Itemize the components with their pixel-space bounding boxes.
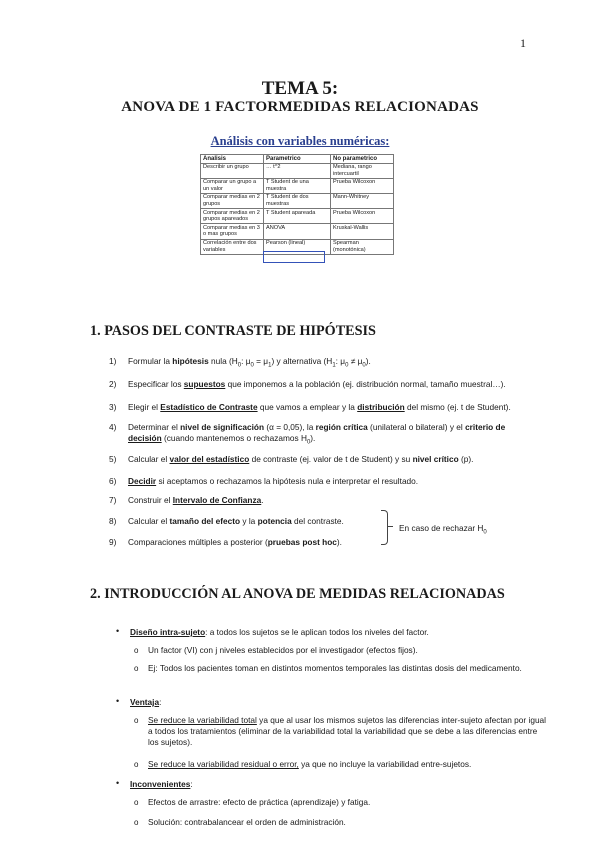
right-brace: [381, 510, 388, 545]
circle-bullet-icon: o: [134, 716, 139, 725]
analysis-table-figure: [200, 134, 394, 264]
table-cell: Comparar medias en 3 o mas grupos: [201, 224, 264, 239]
table-cell: T Student de una muestra: [264, 178, 331, 193]
page-subtitle: ANOVA DE 1 FACTORMEDIDAS RELACIONADAS: [121, 99, 479, 115]
table-cell: T Student de dos muestras: [264, 193, 331, 208]
step-number: 6): [109, 476, 117, 486]
step-text: Construir el Intervalo de Confianza.: [128, 495, 264, 505]
table-cell: Mediana, rango intercuartil: [331, 163, 394, 178]
bullet-advantage: Ventaja:: [130, 697, 162, 707]
circle-bullet-icon: o: [134, 760, 139, 769]
table-row: [201, 193, 394, 208]
table-cell: Describir un grupo: [201, 163, 264, 178]
circle-bullet-icon: o: [134, 818, 139, 827]
table-row: [201, 224, 394, 239]
section-1-heading: 1. PASOS DEL CONTRASTE DE HIPÓTESIS: [90, 323, 376, 339]
step-text: Determinar el nivel de significación (α = 0,05), la región crítica (unilateral o bilateral) y el criterio de decisión (cuando mantenemos o rechazamos $H_0$).: [128, 422, 506, 446]
table-cell: Comparar medias en 2 grupos apareados: [201, 209, 264, 224]
step-text: Calcular el valor del estadístico de contraste (ej. valor de t de Student) y su nivel crítico (p).: [128, 454, 474, 464]
circle-bullet-icon: o: [134, 664, 139, 673]
sub-bullet-example: Ej: Todos los pacientes toman en distintos momentos temporales las distintas dosis del medicamento.: [148, 663, 522, 673]
table-header: No parametrico: [331, 155, 394, 164]
sub-bullet-carryover: Efectos de arrastre: efecto de práctica (aprendizaje) y fatiga.: [148, 797, 371, 807]
page-number: 1: [520, 36, 526, 50]
bullet-icon: •: [116, 696, 120, 706]
table-cell: Spearman (monotónica): [331, 239, 394, 254]
step-text: Comparaciones múltiples a posterior (pruebas post hoc).: [128, 537, 342, 547]
page-title: TEMA 5:: [261, 78, 339, 99]
table-cell: Correlación entre dos variables: [201, 239, 264, 254]
step-number: 3): [109, 402, 117, 412]
bullet-disadvantages: Inconvenientes:: [130, 779, 193, 789]
section-2-heading: 2. INTRODUCCIÓN AL ANOVA DE MEDIDAS RELACIONADAS: [90, 586, 505, 602]
table-cell: Prueba Wilcoxon: [331, 178, 394, 193]
right-brace-tip: [387, 526, 393, 527]
circle-bullet-icon: o: [134, 798, 139, 807]
table-row: [201, 209, 394, 224]
table-cell: Prueba Wilcoxon: [331, 209, 394, 224]
brace-note: En caso de rechazar $H_0$: [399, 523, 487, 536]
table-row: [201, 163, 394, 178]
table-row: [201, 178, 394, 193]
bullet-icon: •: [116, 626, 120, 636]
bullet-icon: •: [116, 778, 120, 788]
circle-bullet-icon: o: [134, 646, 139, 655]
step-number: 5): [109, 454, 117, 464]
table-title: Análisis con variables numéricas:: [210, 134, 390, 148]
step-number: 9): [109, 537, 117, 547]
sub-bullet-total-variability: Se reduce la variabilidad total ya que al usar los mismos sujetos las diferencias inter-sujeto afectan por igual a todos los tratamientos (eliminar de la variabilidad total la variabilidad que se debe a las diferencias entre los sujetos).: [148, 715, 547, 747]
table-cell: … t^2: [264, 163, 331, 178]
table-cell: Comparar medias en 2 grupos: [201, 193, 264, 208]
step-number: 8): [109, 516, 117, 526]
table-cell: Kruskal-Wallis: [331, 224, 394, 239]
bullet-design: Diseño intra-sujeto: a todos los sujetos se le aplican todos los niveles del factor.: [130, 627, 429, 637]
sub-bullet-residual-variability: Se reduce la variabilidad residual o error, ya que no incluye la variabilidad entre-sujetos.: [148, 759, 472, 769]
step-text: Formular la hipótesis nula ($H_0$: $\mu_0 = \mu_1$) y alternativa ($H_1$: $\mu_0 \ne \mu_0$).: [128, 356, 371, 369]
table-header-row: [201, 155, 394, 164]
table-header: Parametrico: [264, 155, 331, 164]
analysis-table: [200, 154, 394, 255]
step-number: 1): [109, 356, 117, 366]
step-text: Especificar los supuestos que imponemos a la población (ej. distribución normal, tamaño muestral…).: [128, 379, 506, 389]
table-cell: ANOVA: [264, 224, 331, 239]
step-number: 4): [109, 422, 117, 432]
step-number: 7): [109, 495, 117, 505]
table-cell: Pearson (lineal): [264, 239, 331, 254]
sub-bullet-factor: Un factor (VI) con j niveles establecidos por el investigador (efectos fijos).: [148, 645, 418, 655]
table-header: Analisis: [201, 155, 264, 164]
table-cell: Comparar un grupo a un valor: [201, 178, 264, 193]
step-text: Decidir si aceptamos o rechazamos la hipótesis nula e interpretar el resultado.: [128, 476, 419, 486]
step-text: Elegir el Estadístico de Contraste que vamos a emplear y la distribución del mismo (ej. t de Student).: [128, 402, 511, 412]
step-text: Calcular el tamaño del efecto y la potencia del contraste.: [128, 516, 344, 526]
table-cell: T Student apareada: [264, 209, 331, 224]
step-number: 2): [109, 379, 117, 389]
table-cell: Mann-Whitney: [331, 193, 394, 208]
anova-highlight-box: [263, 251, 325, 263]
sub-bullet-solution: Solución: contrabalancear el orden de administración.: [148, 817, 346, 827]
